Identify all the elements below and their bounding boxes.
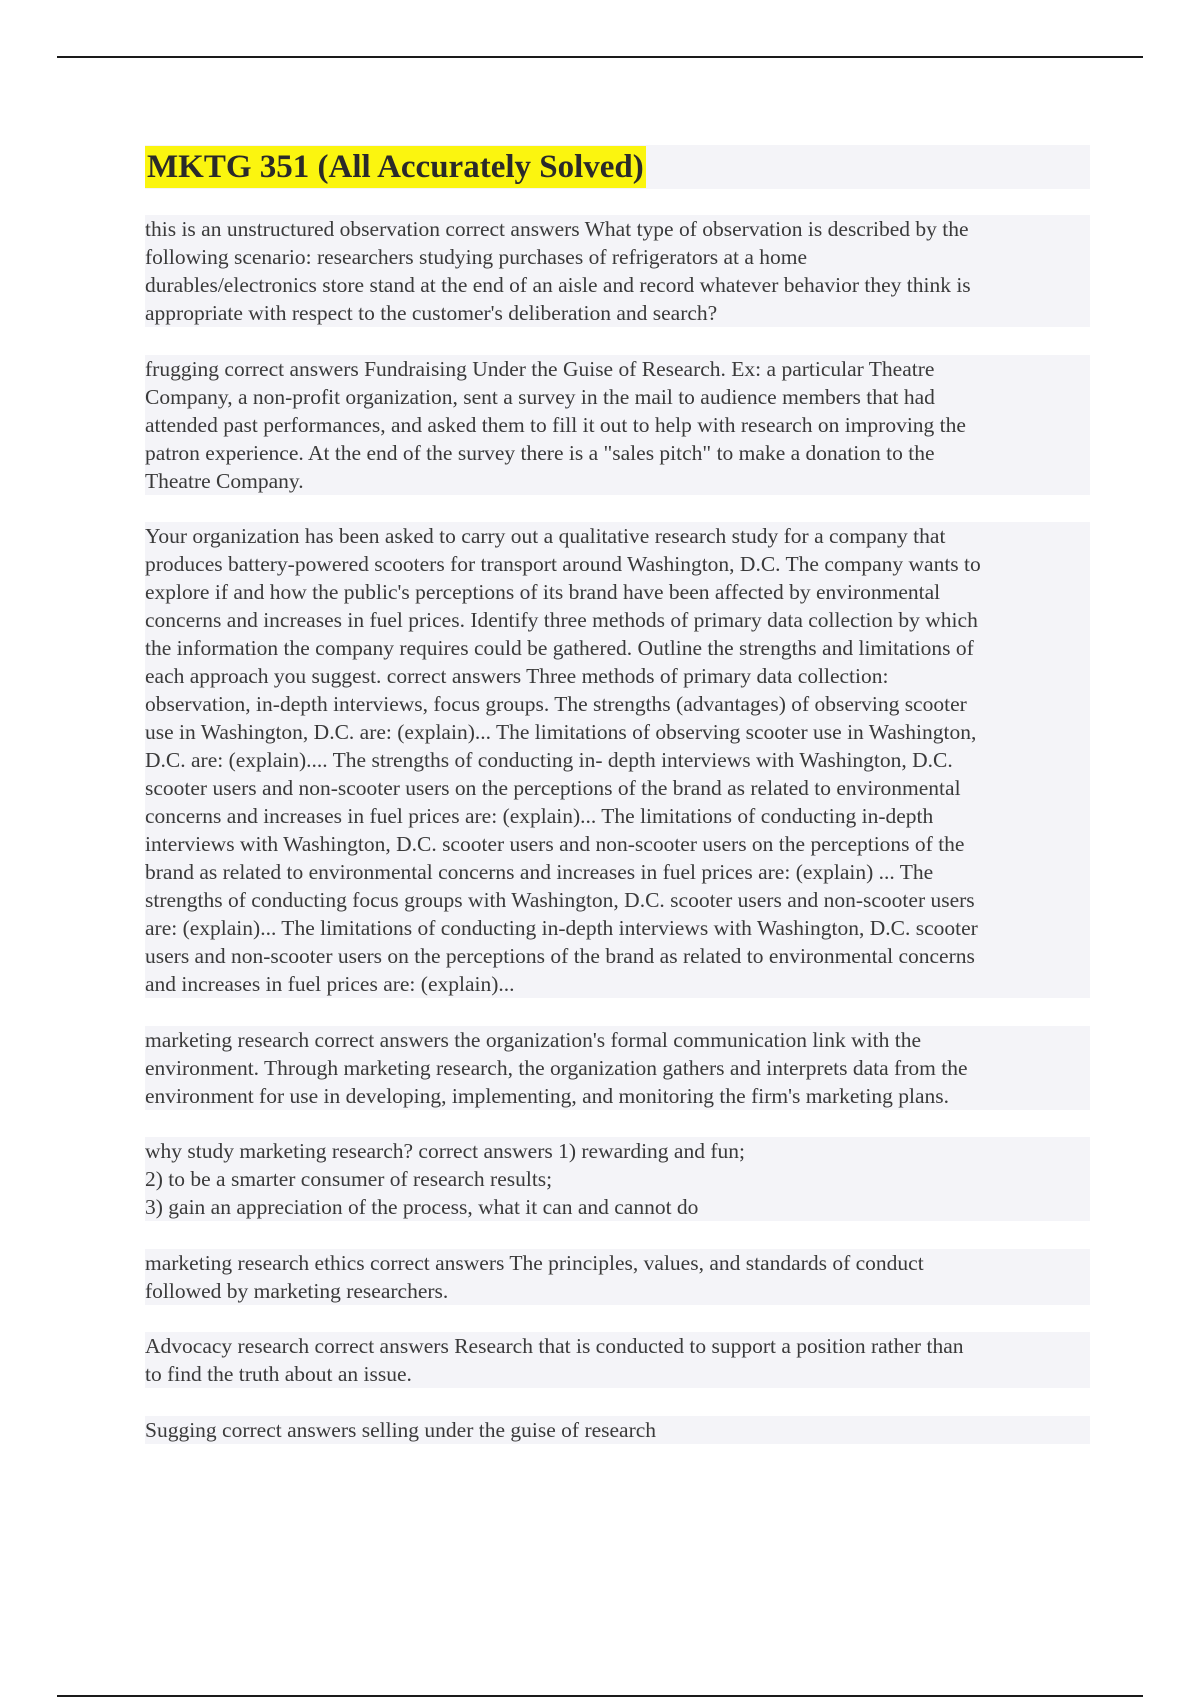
qa-paragraph (145, 215, 1090, 327)
paragraph-line: interviews with Washington, D.C. scooter users and non-scooter users on the perceptions of the (145, 830, 1090, 858)
paragraph-line: produces battery-powered scooters for transport around Washington, D.C. The company wants to (145, 550, 1090, 578)
document-body (145, 145, 1090, 1471)
bottom-rule (57, 1695, 1143, 1697)
paragraph-line: each approach you suggest. correct answers Three methods of primary data collection: (145, 662, 1090, 690)
qa-paragraph (145, 1026, 1090, 1110)
paragraph-line: brand as related to environmental concerns and increases in fuel prices are: (explain) ... The (145, 858, 1090, 886)
paragraph-line: 2) to be a smarter consumer of research results; (145, 1165, 1090, 1193)
paragraph-line: concerns and increases in fuel prices are: (explain)... The limitations of conducting in-depth (145, 802, 1090, 830)
qa-paragraph (145, 1137, 1090, 1221)
paragraph-line: strengths of conducting focus groups with Washington, D.C. scooter users and non-scooter users (145, 886, 1090, 914)
paragraph-line: Your organization has been asked to carry out a qualitative research study for a company that (145, 522, 1090, 550)
paragraph-line: users and non-scooter users on the perceptions of the brand as related to environmental concerns (145, 942, 1090, 970)
qa-paragraph (145, 522, 1090, 998)
paragraph-line: to find the truth about an issue. (145, 1360, 1090, 1388)
paragraph-line: concerns and increases in fuel prices. Identify three methods of primary data collection by which (145, 606, 1090, 634)
paragraph-line: why study marketing research? correct answers 1) rewarding and fun; (145, 1137, 1090, 1165)
paragraph-line: frugging correct answers Fundraising Under the Guise of Research. Ex: a particular Theatre (145, 355, 1090, 383)
qa-paragraph (145, 1249, 1090, 1305)
paragraph-line: environment for use in developing, implementing, and monitoring the firm's marketing plans. (145, 1082, 1090, 1110)
qa-paragraph (145, 1416, 1090, 1444)
paragraph-line: attended past performances, and asked them to fill it out to help with research on improving the (145, 411, 1090, 439)
paragraph-line: Company, a non-profit organization, sent a survey in the mail to audience members that had (145, 383, 1090, 411)
paragraph-line: patron experience. At the end of the survey there is a "sales pitch" to make a donation to the (145, 439, 1090, 467)
paragraph-line: use in Washington, D.C. are: (explain)... The limitations of observing scooter use in Washington, (145, 718, 1090, 746)
paragraph-line: and increases in fuel prices are: (explain)... (145, 970, 1090, 998)
paragraph-line: 3) gain an appreciation of the process, what it can and cannot do (145, 1193, 1090, 1221)
paragraph-line: the information the company requires could be gathered. Outline the strengths and limitations of (145, 634, 1090, 662)
paragraph-line: Sugging correct answers selling under the guise of research (145, 1416, 1090, 1444)
paragraph-line: following scenario: researchers studying purchases of refrigerators at a home (145, 243, 1090, 271)
paragraph-line: this is an unstructured observation correct answers What type of observation is described by the (145, 215, 1090, 243)
paragraph-list (145, 215, 1090, 1444)
top-rule (57, 56, 1143, 58)
paragraph-line: environment. Through marketing research, the organization gathers and interprets data from the (145, 1054, 1090, 1082)
document-title: MKTG 351 (All Accurately Solved) (145, 146, 646, 188)
paragraph-line: explore if and how the public's perceptions of its brand have been affected by environmental (145, 578, 1090, 606)
paragraph-line: scooter users and non-scooter users on the perceptions of the brand as related to environmental (145, 774, 1090, 802)
paragraph-line: appropriate with respect to the customer's deliberation and search? (145, 299, 1090, 327)
title-bar (145, 145, 1090, 189)
paragraph-line: D.C. are: (explain).... The strengths of conducting in- depth interviews with Washington, D.C. (145, 746, 1090, 774)
paragraph-line: marketing research correct answers the organization's formal communication link with the (145, 1026, 1090, 1054)
paragraph-line: observation, in-depth interviews, focus groups. The strengths (advantages) of observing scooter (145, 690, 1090, 718)
paragraph-line: Theatre Company. (145, 467, 1090, 495)
paragraph-line: durables/electronics store stand at the end of an aisle and record whatever behavior they think is (145, 271, 1090, 299)
qa-paragraph (145, 1332, 1090, 1388)
paragraph-line: are: (explain)... The limitations of conducting in-depth interviews with Washington, D.C. scooter (145, 914, 1090, 942)
paragraph-line: followed by marketing researchers. (145, 1277, 1090, 1305)
paragraph-line: Advocacy research correct answers Research that is conducted to support a position rather than (145, 1332, 1090, 1360)
paragraph-line: marketing research ethics correct answers The principles, values, and standards of conduct (145, 1249, 1090, 1277)
qa-paragraph (145, 355, 1090, 495)
